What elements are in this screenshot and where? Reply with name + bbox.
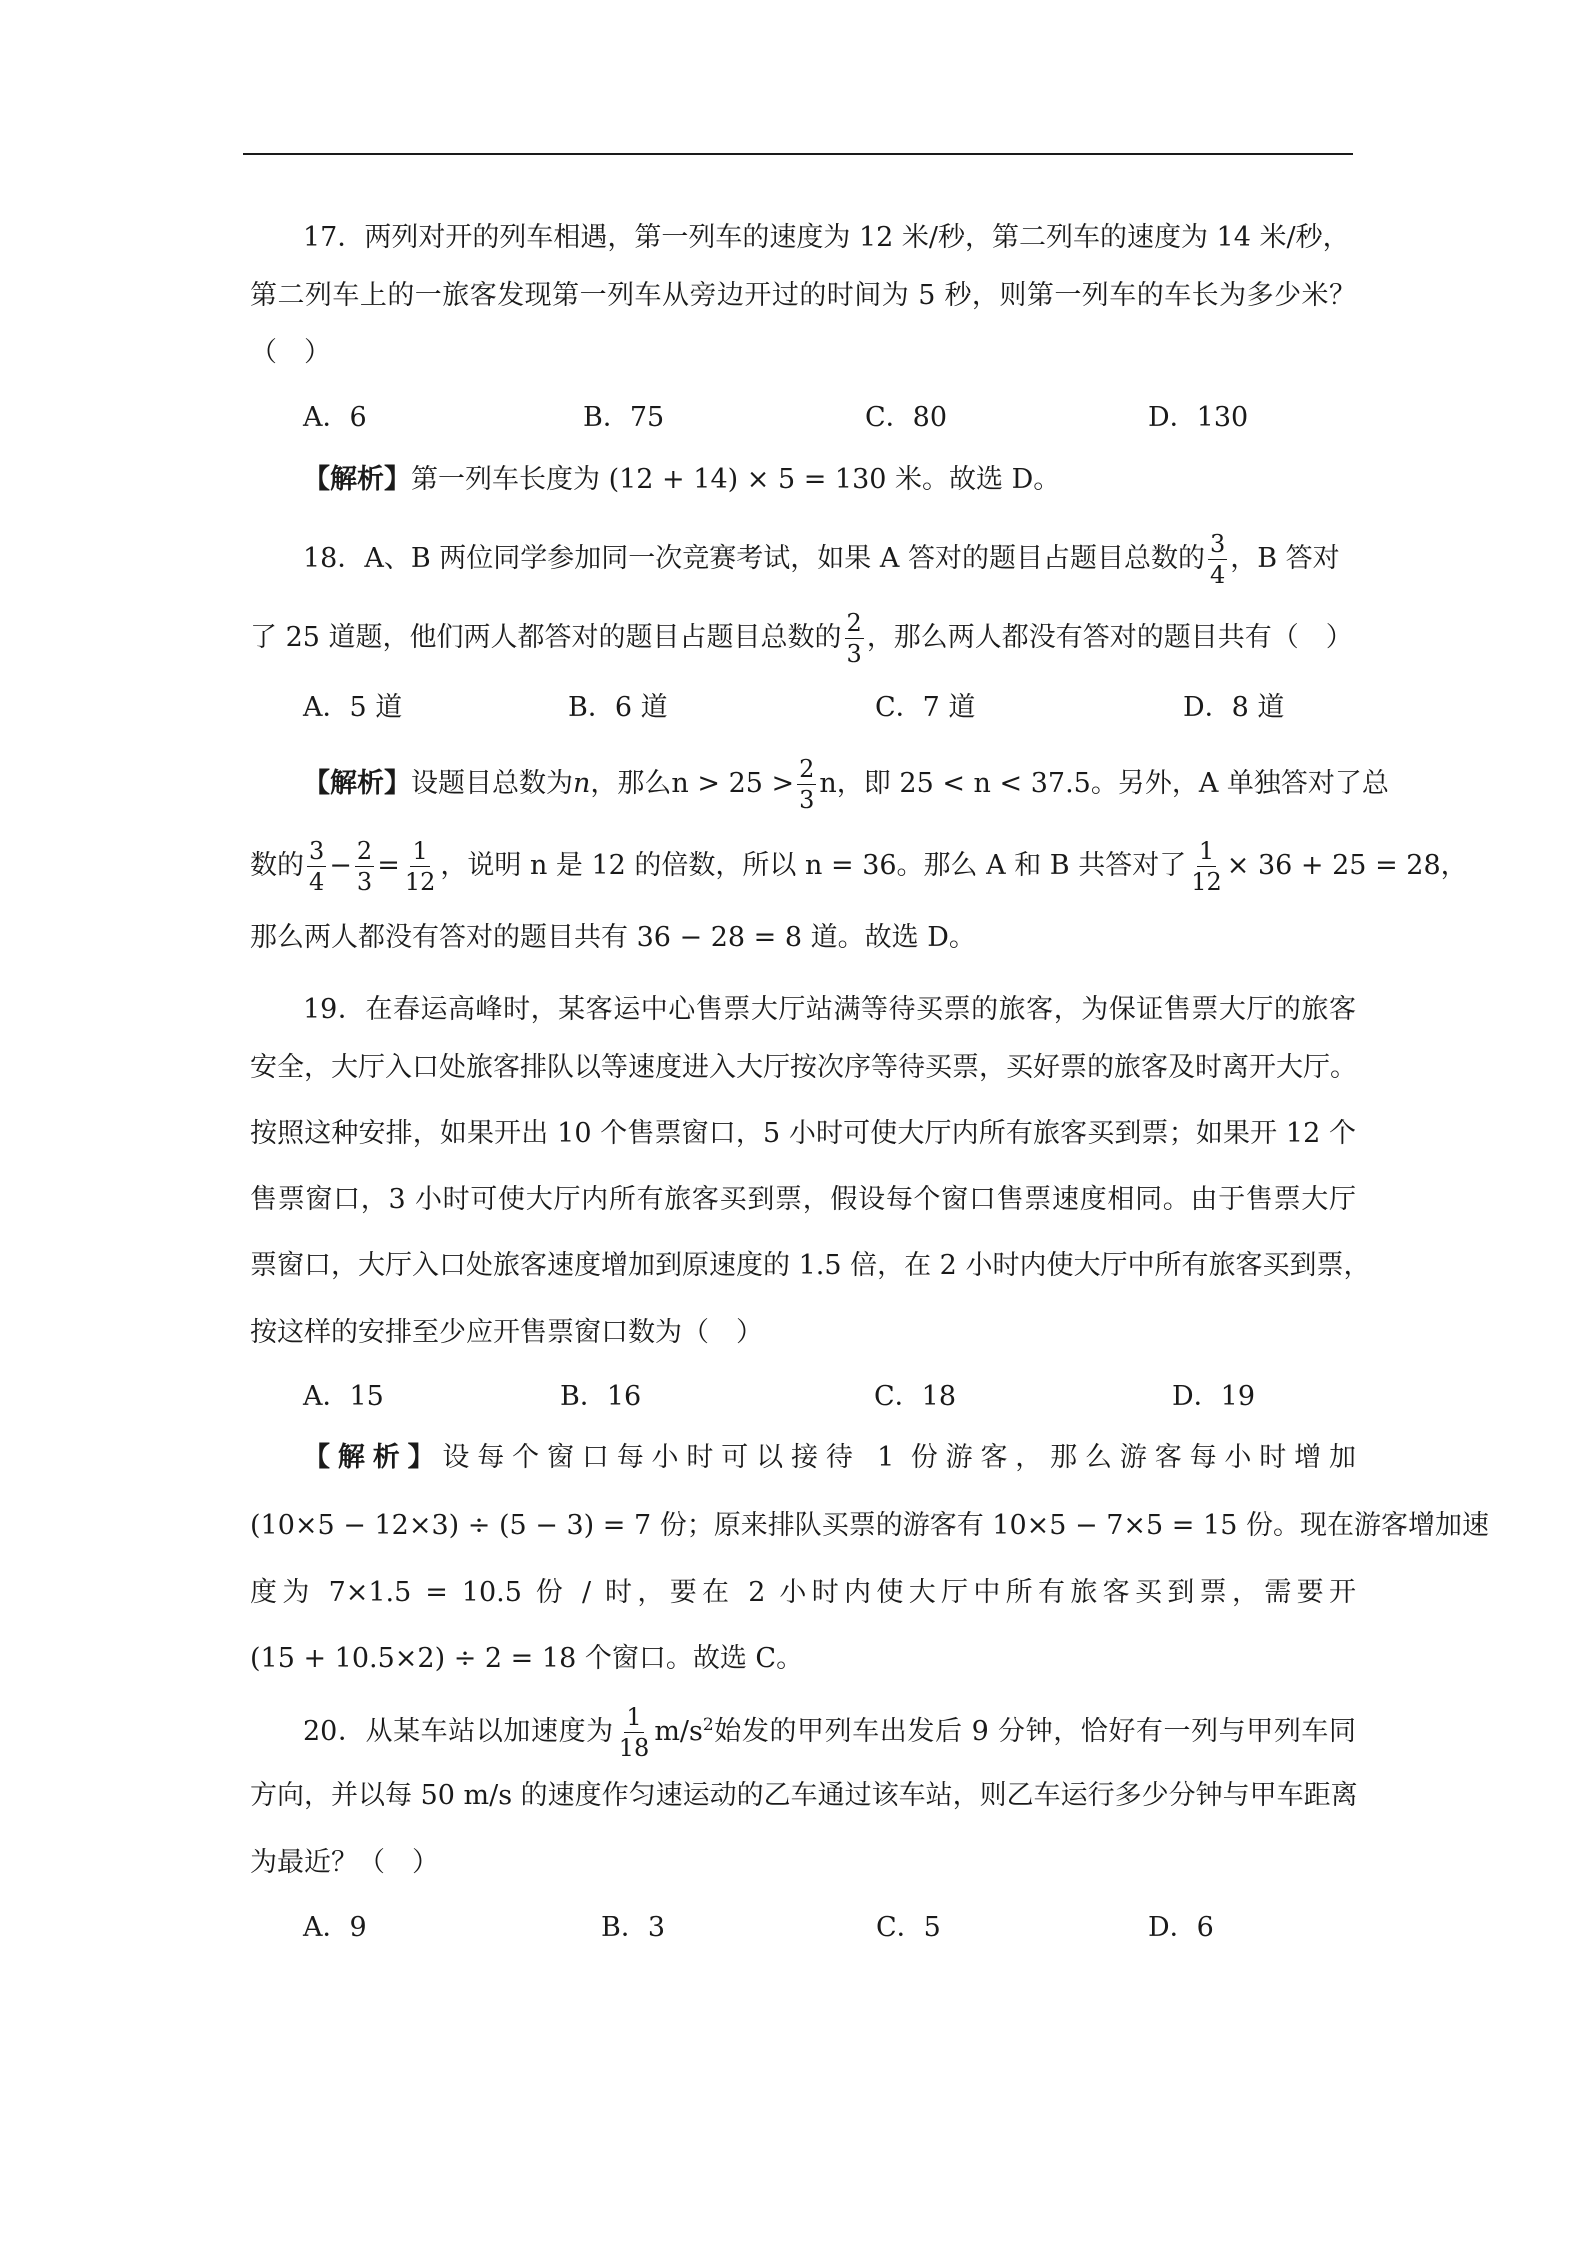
fraction-denominator: 12 [404,868,436,896]
fraction-denominator: 12 [1191,868,1222,896]
fraction-numerator: 1 [1198,837,1215,865]
q17-line-1: 17．两列对开的列车相遇，第一列车的速度为 12 米/秒，第二列车的速度为 14 米/秒， [303,222,1350,253]
q17-option-c: C．80 [865,402,948,433]
q20-option-b: B．3 [601,1912,666,1943]
q18-analysis-text: ，那么 [590,768,672,799]
q20-option-c: C．5 [876,1912,941,1943]
q18-line-1-end: ，B 答对 [1230,543,1340,574]
q18-analysis-text: n，即 25 < n < 37.5。另外，A 单独答对了总 [819,768,1389,799]
q18-line-1 [303,521,1356,597]
q18-option-a: A．5 道 [303,692,403,723]
q18-option-d: D．8 道 [1183,692,1285,723]
fraction-denominator: 3 [356,868,373,896]
q17-option-d: D．130 [1148,402,1249,433]
header-rule [243,153,1353,155]
q19-line-5: 票窗口，大厅入口处旅客速度增加到原速度的 1.5 倍，在 2 小时内使大厅中所有旅客买到票， [250,1250,1371,1281]
analysis-tag: 【解析】 [303,1442,443,1473]
fraction-numerator: 2 [846,609,862,637]
q20-line-1 [303,1692,1356,1772]
q18-analysis-text: × 36 + 25 = 28， [1226,850,1468,881]
q18-option-c: C．7 道 [875,692,976,723]
fraction-numerator: 2 [799,755,815,783]
unit-exponent: 2 [702,1715,714,1735]
q19-analysis-line-3: 度为 7×1.5 = 10.5 份 / 时，要在 2 小时内使大厅中所有旅客买到票，需要开 [250,1577,1356,1608]
analysis-tag: 【解析】 [303,768,411,799]
fraction-numerator: 2 [356,837,373,865]
fraction-numerator: 1 [412,837,428,865]
q20-line-2: 方向，并以每 50 m/s 的速度作匀速运动的乙车通过该车站，则乙车运行多少分钟与甲车距离 [250,1780,1358,1811]
q18-analysis-text: 设题目总数为 [411,768,573,799]
q19-analysis-line-4: (15 + 10.5×2) ÷ 2 = 18 个窗口。故选 C。 [250,1643,804,1674]
q19-line-2: 安全，大厅入口处旅客排队以等速度进入大厅按次序等待买票，买好票的旅客及时离开大厅。 [250,1052,1357,1083]
q18-line-2-text: 了 25 道题，他们两人都答对的题目占题目总数的 [250,622,842,653]
q19-line-3: 按照这种安排，如果开出 10 个售票窗口，5 小时可使大厅内所有旅客买到票；如果开 12 个 [250,1118,1356,1149]
q20-option-d: D．6 [1148,1912,1214,1943]
q20-fraction-one-eighteenth [617,1705,652,1760]
fraction [307,839,326,894]
q19-option-d: D．19 [1172,1381,1256,1412]
q18-analysis-line-3: 那么两人都没有答对的题目共有 36 − 28 = 8 道。故选 D。 [250,922,976,953]
fraction-numerator: 1 [626,1703,642,1731]
q19-option-b: B．16 [560,1381,642,1412]
fraction-denominator: 4 [309,868,325,896]
q17-analysis-text: 第一列车长度为 (12 + 14) × 5 = 130 米。故选 D。 [411,464,1061,495]
q20-option-a: A．9 [303,1912,367,1943]
q17-line-3: （ ） [250,337,331,368]
fraction-numerator: 3 [1209,530,1226,558]
q18-analysis-text: ，说明 n 是 12 的倍数，所以 n = 36。那么 A 和 B 共答对了 [440,850,1187,881]
q20-line-1-text: 20．从某车站以加速度为 [303,1716,614,1747]
q18-option-b: B．6 道 [568,692,668,723]
q17-option-b: B．75 [583,402,665,433]
q18-inequality: n > 25 > [671,768,795,799]
q19-line-1: 19．在春运高峰时，某客运中心售票大厅站满等待买票的旅客，为保证售票大厅的旅客 [303,994,1356,1025]
q20-line-1-end: 始发的甲列车出发后 9 分钟，恰好有一列与甲列车同 [713,1716,1357,1747]
analysis-tag: 【解析】 [303,464,411,495]
variable-n: n [573,768,591,799]
q18-line-2 [250,600,1356,676]
q19-analysis-text: 设每个窗口每小时可以接待 1 份游客，那么游客每小时增加 [442,1442,1356,1473]
equals-sign: = [377,850,400,881]
q18-analysis-text: 数的 [250,850,304,881]
q19-option-c: C．18 [874,1381,957,1412]
q17-option-a: A．6 [303,402,367,433]
q19-analysis-line-1 [303,1427,1356,1489]
fraction-denominator: 3 [846,640,862,668]
q19-line-6: 按这样的安排至少应开售票窗口数为（ ） [250,1317,763,1348]
q18-line-2-end: ，那么两人都没有答对的题目共有（ ） [866,622,1353,653]
fraction [1189,839,1224,894]
fraction-denominator: 3 [799,786,815,814]
q19-analysis-line-2: (10×5 − 12×3) ÷ (5 − 3) = 7 份；原来排队买票的游客有 10×5 − 7×5 = 15 份。现在游客增加速 [250,1510,1489,1541]
q18-analysis-fraction [797,757,816,812]
q18-fraction-two-thirds [845,611,864,666]
q17-line-2: 第二列车上的一旅客发现第一列车从旁边开过的时间为 5 秒，则第一列车的车长为多少米？ [250,280,1356,311]
fraction-numerator: 3 [309,837,325,865]
fraction [403,839,438,894]
fraction [355,839,374,894]
q20-line-3: 为最近？（ ） [250,1847,439,1878]
q19-line-4: 售票窗口，3 小时可使大厅内所有旅客买到票，假设每个窗口售票速度相同。由于售票大厅 [250,1184,1356,1215]
q18-analysis-line-2 [250,826,1468,906]
q19-option-a: A．15 [303,1381,384,1412]
fraction-denominator: 18 [618,1734,650,1762]
acceleration-unit: m/s [654,1716,703,1747]
minus-sign: − [329,850,352,881]
fraction-denominator: 4 [1209,561,1226,589]
q17-analysis [303,449,1409,511]
q18-fraction-three-quarters [1208,532,1227,587]
q18-line-1-text: 18．A、B 两位同学参加同一次竞赛考试，如果 A 答对的题目占题目总数的 [303,543,1205,574]
q18-analysis-line-1 [303,744,1389,824]
